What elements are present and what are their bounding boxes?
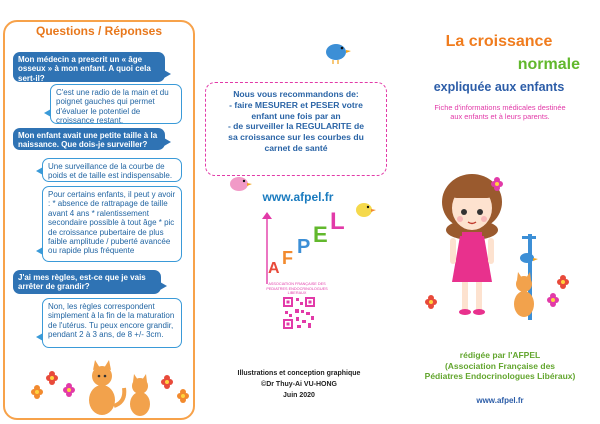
authored-by-line: rédigée par l'AFPEL <box>459 350 541 360</box>
answer-bubble-monitoring: Une surveillance de la courbe de poids et de taille est indispensable. <box>42 158 182 182</box>
question-bubble-periods: J'ai mes règles, est-ce que je vais arrêter de grandir? <box>13 270 161 294</box>
qa-title: Questions / Réponses <box>35 24 163 38</box>
flower-icon <box>547 293 559 307</box>
qr-code-icon[interactable] <box>282 296 316 330</box>
flower-icon <box>46 371 58 385</box>
girl-illustration <box>420 172 590 322</box>
website-link-right[interactable]: www.afpel.fr <box>476 396 524 405</box>
title-line-1: La croissance <box>445 33 553 50</box>
credits-line: Illustrations et conception graphique <box>237 370 361 377</box>
left-footer-illustration <box>14 340 196 422</box>
flower-icon <box>63 383 75 397</box>
title-line-2: normale <box>517 56 580 73</box>
authored-by-line: Pédiatres Endocrinologues Libéraux) <box>424 371 576 381</box>
subtitle <box>415 103 585 121</box>
flower-icon <box>161 375 173 389</box>
cat-icon <box>89 360 124 415</box>
flower-icon <box>425 295 437 309</box>
subtitle-line: Fiche d'informations médicales destinée <box>434 103 566 112</box>
subtitle-line: aux enfants et à leurs parents. <box>450 112 550 121</box>
question-bubble-birth-size: Mon enfant avait une petite taille à la naissance. Que dois-je surveiller? <box>13 128 165 150</box>
logo-letter: L <box>330 208 345 235</box>
afpel-logo <box>250 208 350 288</box>
flower-icon <box>177 389 189 403</box>
recommendation-line: - faire MESURER et PESER votre <box>229 99 363 110</box>
website-link-middle[interactable]: www.afpel.fr <box>262 190 334 204</box>
flower-icon <box>31 385 43 399</box>
credits <box>214 368 384 401</box>
logo-letter: A <box>268 260 280 277</box>
bird-icon <box>322 38 352 64</box>
answer-bubble-bone-age: C'est une radio de la main et du poignet gauches qui permet d'évaluer le potentiel de croissance restant. <box>50 84 182 124</box>
recommendation-line: sa croissance sur les courbes du <box>228 132 364 143</box>
credits-line: Juin 2020 <box>283 392 315 399</box>
answer-bubble-catchup: Pour certains enfants, il peut y avoir : * absence de rattrapage de taille avant 4 ans * ralentissement secondaire possible à tout âge * pic de croissance pubertaire de plus faible amplitude / puberté avancée ou rapide plus fréquente <box>42 186 182 262</box>
logo-letter: P <box>297 236 311 258</box>
authored-by <box>410 350 590 382</box>
recommendation-line: carnet de santé <box>264 142 328 153</box>
flower-icon <box>557 275 569 289</box>
question-bubble-bone-age: Mon médecin a prescrit un « âge osseux » à mon enfant. A quoi cela sert-il? <box>13 52 165 82</box>
recommendation-line: enfant une fois par an <box>251 110 341 121</box>
recommendation-line: - de surveiller la REGULARITE de <box>227 121 365 132</box>
logo-letter: F <box>282 248 293 268</box>
logo-letter: E <box>313 222 328 247</box>
recommendation-line: Nous vous recommandons de: <box>233 89 359 99</box>
authored-by-line: (Association Française des <box>444 360 556 371</box>
bird-icon <box>520 253 538 263</box>
title-line-3: expliquée aux enfants <box>433 80 565 94</box>
answer-bubble-periods: Non, les règles correspondent simplement à la fin de la maturation de l'utérus. Tu peux encore grandir, pendant 2 à 3 ans, de 8 +/- 3cm. <box>42 298 182 348</box>
cat-icon <box>130 374 150 416</box>
recommendation-box <box>205 82 387 176</box>
logo-caption: ASSOCIATION FRANÇAISE DES PEDIATRES ENDOCRINOLOGUES LIBERAUX <box>266 282 328 296</box>
credits-line: ©Dr Thuy-Ai VU-HONG <box>261 381 337 388</box>
